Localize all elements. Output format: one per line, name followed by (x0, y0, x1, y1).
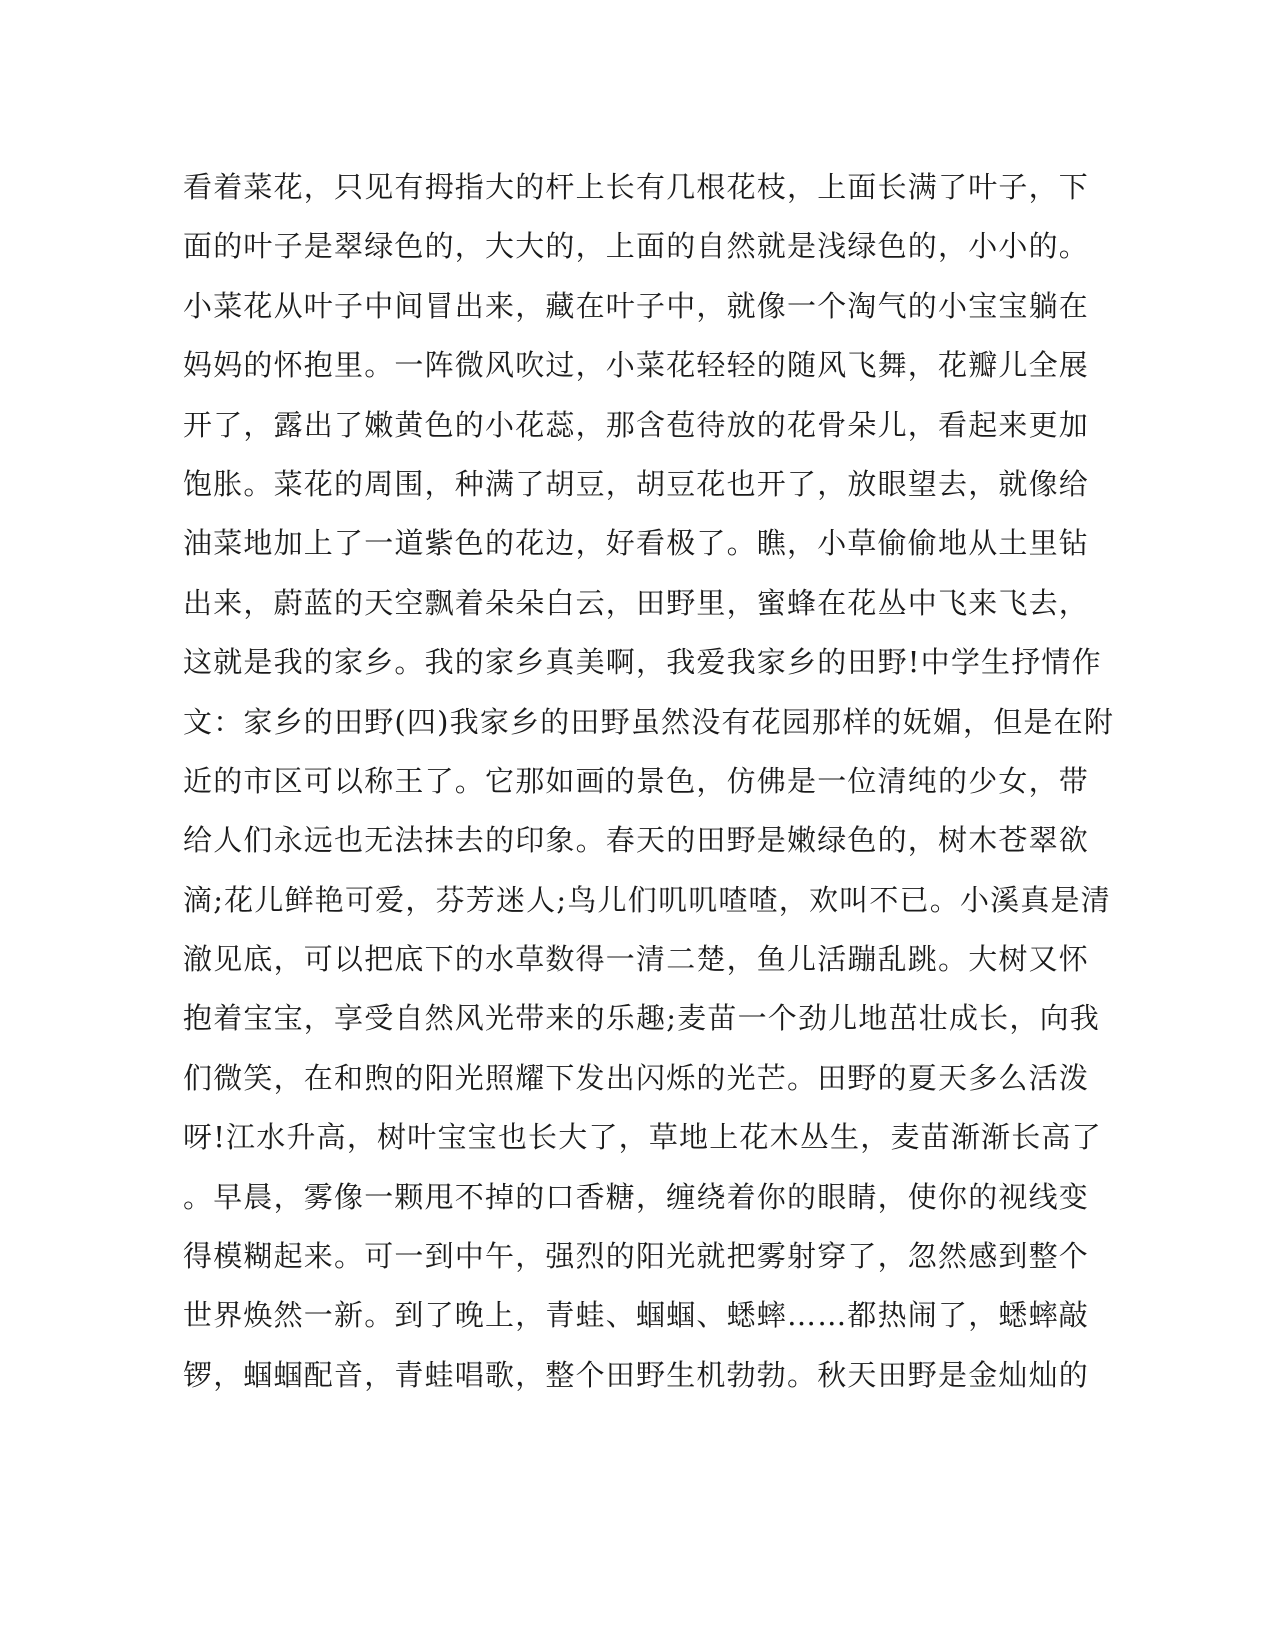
text-line: 抱着宝宝，享受自然风光带来的乐趣;麦苗一个劲儿地茁壮成长，向我 (183, 1001, 1100, 1036)
text-line: 开了，露出了嫩黄色的小花蕊，那含苞待放的花骨朵儿，看起来更加 (183, 407, 1090, 442)
text-line: 世界焕然一新。到了晚上，青蛙、蝈蝈、蟋蟀……都热闹了，蟋蟀敲 (183, 1298, 1090, 1333)
text-line: 呀!江水升高，树叶宝宝也长大了，草地上花木丛生，麦苗渐渐长高了 (183, 1120, 1102, 1155)
text-line: 们微笑，在和煦的阳光照耀下发出闪烁的光芒。田野的夏天多么活泼 (183, 1060, 1090, 1095)
text-line: 面的叶子是翠绿色的，大大的，上面的自然就是浅绿色的，小小的。 (183, 229, 1090, 264)
text-line: 滴;花儿鲜艳可爱，芬芳迷人;鸟儿们叽叽喳喳，欢叫不已。小溪真是清 (183, 882, 1111, 917)
text-line: 看着菜花，只见有拇指大的杆上长有几根花枝，上面长满了叶子，下 (183, 170, 1090, 204)
text-line: 文：家乡的田野(四)我家乡的田野虽然没有花园那样的妩媚，但是在附 (183, 704, 1115, 739)
text-line: 饱胀。菜花的周围，种满了胡豆，胡豆花也开了，放眼望去，就像给 (183, 466, 1090, 501)
text-line: 妈妈的怀抱里。一阵微风吹过，小菜花轻轻的随风飞舞，花瓣儿全展 (183, 348, 1090, 383)
text-line: 近的市区可以称王了。它那如画的景色，仿佛是一位清纯的少女，带 (183, 763, 1090, 798)
text-line: 小菜花从叶子中间冒出来，藏在叶子中，就像一个淘气的小宝宝躺在 (183, 288, 1090, 323)
text-line: 得模糊起来。可一到中午，强烈的阳光就把雾射穿了，忽然感到整个 (183, 1239, 1090, 1274)
text-line: 油菜地加上了一道紫色的花边，好看极了。瞧，小草偷偷地从土里钻 (183, 526, 1090, 561)
text-line: 这就是我的家乡。我的家乡真美啊，我爱我家乡的田野!中学生抒情作 (183, 645, 1102, 680)
text-line: 给人们永远也无法抹去的印象。春天的田野是嫩绿色的，树木苍翠欲 (183, 823, 1090, 858)
text-line: 出来，蔚蓝的天空飘着朵朵白云，田野里，蜜蜂在花丛中飞来飞去， (183, 585, 1090, 620)
text-line: 锣，蝈蝈配音，青蛙唱歌，整个田野生机勃勃。秋天田野是金灿灿的 (183, 1357, 1090, 1392)
text-line: 澈见底，可以把底下的水草数得一清二楚，鱼儿活蹦乱跳。大树又怀 (183, 942, 1090, 977)
body-text (183, 158, 1115, 1405)
text-line: 。早晨，雾像一颗甩不掉的口香糖，缠绕着你的眼睛，使你的视线变 (183, 1179, 1090, 1214)
